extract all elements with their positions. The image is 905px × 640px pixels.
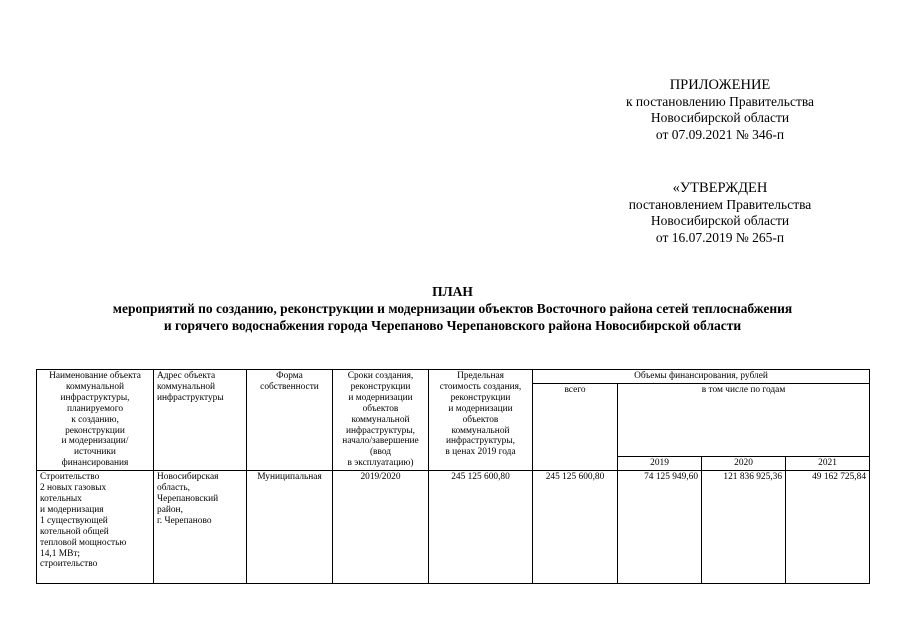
- header-year-2019: 2019: [618, 457, 702, 471]
- header-by-years: в том числе по годам: [618, 383, 870, 456]
- approved-date: от 16.07.2019 № 265-п: [655, 229, 785, 245]
- appendix-heading: ПРИЛОЖЕНИЕ: [669, 77, 771, 93]
- approved-line: постановлением Правительства: [628, 196, 812, 212]
- cell-2020: 121 836 925,36: [702, 471, 786, 584]
- cell-2019: 74 125 949,60: [618, 471, 702, 584]
- header-cost: Предельная стоимость создания, реконструкции и модернизации объектов коммунальной инфраструктуры, в ценах 2019 года: [429, 370, 533, 471]
- header-address: Адрес объекта коммунальной инфраструктуры: [154, 370, 247, 471]
- approved-line: Новосибирской области: [650, 213, 790, 228]
- table-row: [37, 471, 870, 584]
- header-year-2021: 2021: [786, 457, 870, 471]
- header-ownership: Форма собственности: [247, 370, 333, 471]
- cell-total: 245 125 600,80: [533, 471, 618, 584]
- approved-block: [620, 180, 820, 246]
- plan-table: [36, 369, 870, 584]
- header-year-2020: 2020: [702, 457, 786, 471]
- cell-ownership: Муниципальная: [247, 471, 333, 584]
- appendix-block: [620, 77, 820, 143]
- approved-heading: «УТВЕРЖДЕН: [672, 180, 768, 196]
- header-name: Наименование объекта коммунальной инфраструктуры, планируемого к созданию, реконструкции и модернизации/ источники финансирования: [37, 370, 154, 471]
- cell-address: Новосибирская область, Черепановский район, г. Черепаново: [154, 471, 247, 584]
- title-line: и горячего водоснабжения города Черепаново Черепановского района Новосибирской области: [163, 318, 742, 333]
- header-terms: Сроки создания, реконструкции и модернизации объектов коммунальной инфраструктуры, начало/завершение (ввод в эксплуатацию): [333, 370, 429, 471]
- title-line: мероприятий по созданию, реконструкции и модернизации объектов Восточного района сетей теплоснабжения: [112, 301, 793, 316]
- cell-name: Строительство 2 новых газовых котельных и модернизация 1 существующей котельной общей тепловой мощностью 14,1 МВт; строительство: [37, 471, 154, 584]
- header-financing: Объемы финансирования, рублей: [533, 370, 870, 384]
- cell-terms: 2019/2020: [333, 471, 429, 584]
- header-total: всего: [533, 383, 618, 470]
- cell-2021: 49 162 725,84: [786, 471, 870, 584]
- appendix-line: к постановлению Правительства: [625, 93, 815, 109]
- appendix-date: от 07.09.2021 № 346-п: [655, 126, 785, 142]
- document-title: [30, 283, 875, 334]
- appendix-line: Новосибирской области: [650, 110, 790, 125]
- title-heading: ПЛАН: [432, 284, 473, 299]
- cell-cost: 245 125 600,80: [429, 471, 533, 584]
